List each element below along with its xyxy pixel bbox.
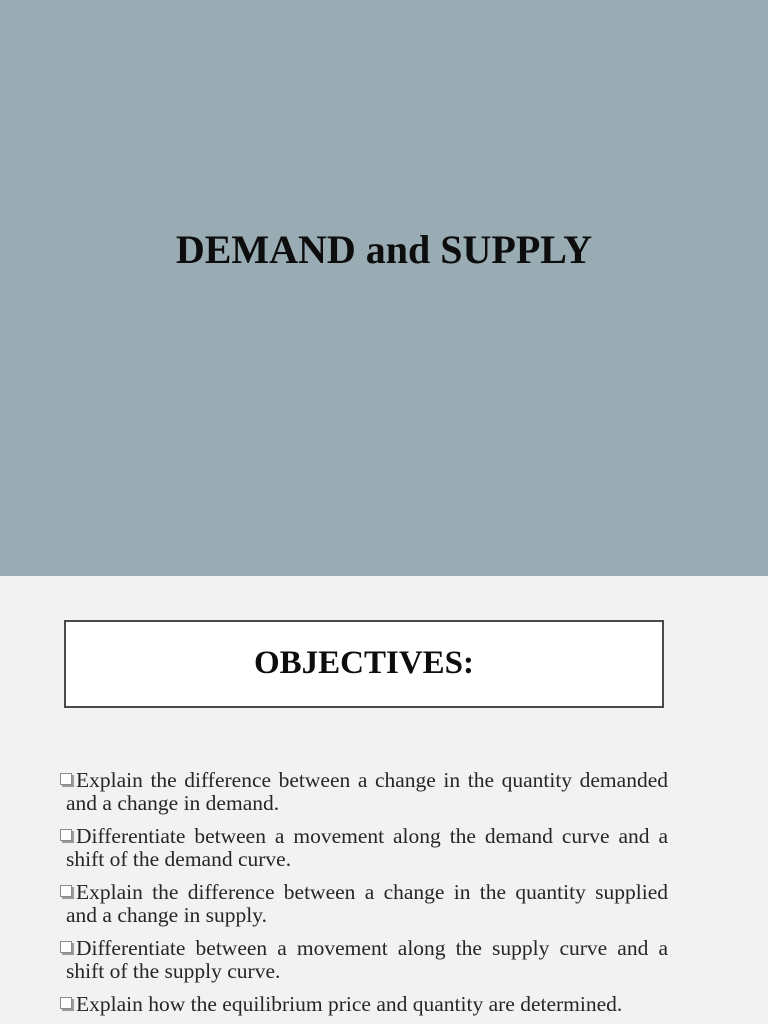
hollow-square-bullet-icon <box>60 885 72 897</box>
objective-text: Differentiate between a movement along the demand curve and a shift of the demand curve. <box>66 824 668 871</box>
hollow-square-bullet-icon <box>60 997 72 1009</box>
objectives-heading: OBJECTIVES: <box>253 645 475 681</box>
objectives-list <box>60 769 668 1024</box>
slide-title: DEMAND and SUPPLY <box>175 227 593 272</box>
objective-item <box>60 937 668 982</box>
objectives-slide <box>0 576 768 1024</box>
hollow-square-bullet-icon <box>60 773 72 785</box>
hollow-square-bullet-icon <box>60 941 72 953</box>
objective-text: Differentiate between a movement along the supply curve and a shift of the supply curve. <box>66 936 668 983</box>
objective-text: Explain how the equilibrium price and quantity are determined. <box>76 992 623 1016</box>
objectives-heading-box <box>64 620 664 708</box>
objective-item <box>60 825 668 870</box>
objective-item <box>60 881 668 926</box>
objective-text: Explain the difference between a change in the quantity supplied and a change in supply. <box>66 880 668 927</box>
objective-item <box>60 993 668 1016</box>
objective-item <box>60 769 668 814</box>
objective-text: Explain the difference between a change in the quantity demanded and a change in demand. <box>66 768 668 815</box>
hollow-square-bullet-icon <box>60 829 72 841</box>
